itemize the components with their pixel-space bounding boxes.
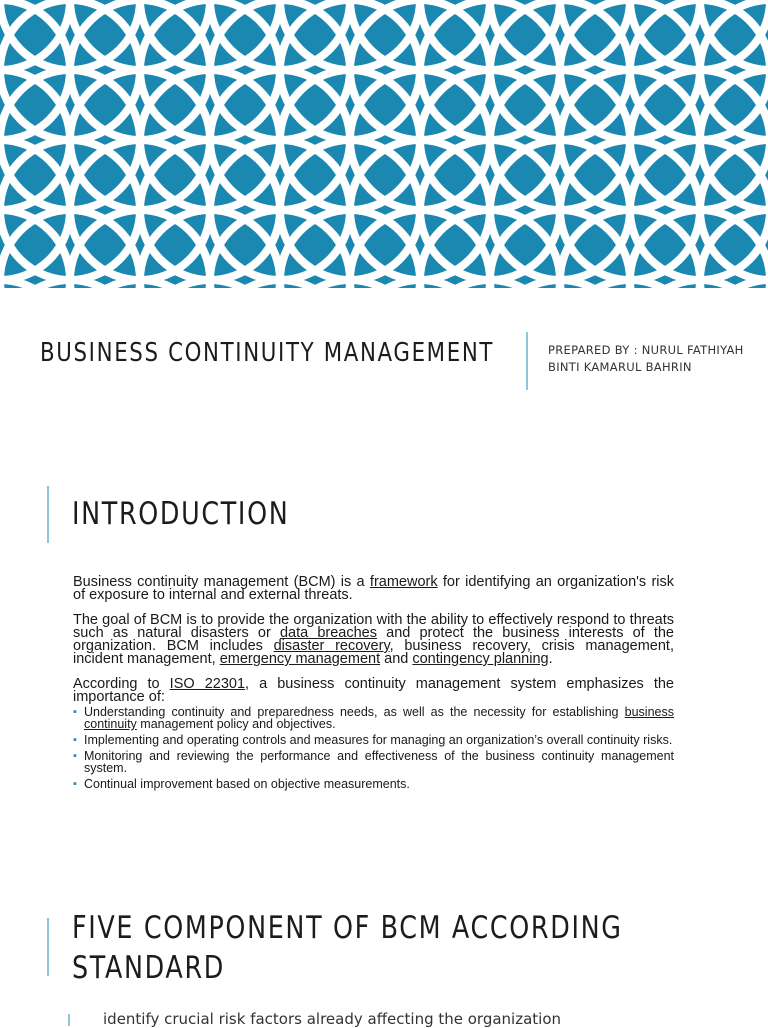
intro-paragraph-2: The goal of BCM is to provide the organization with the ability to effectively respond to threats such as natural disasters or data breaches and protect the business interests of the organization. BCM includes disaster recovery, business recovery, crisis management, incident management, emergency management and contingency planning. <box>73 612 674 667</box>
list-item: ▪ Understanding continuity and preparedness needs, as well as the necessity for establishing business continuity management policy and objectives. <box>73 705 674 731</box>
link-contingency-planning[interactable]: contingency planning <box>412 651 549 667</box>
list-item: ▪ Monitoring and reviewing the performance and effectiveness of the business continuity management system. <box>73 749 674 775</box>
prepared-by-line-1: PREPARED BY : NURUL FATHIYAH <box>548 343 744 357</box>
link-disaster-recovery[interactable]: disaster recovery <box>273 638 390 654</box>
five-heading-line-1: FIVE COMPONENT OF BCM ACCORDING <box>72 910 623 946</box>
bullet-icon: ▪ <box>73 734 77 746</box>
bullet-icon: ▪ <box>73 750 77 762</box>
intro-paragraph-1: Business continuity management (BCM) is a framework for identifying an organization's risk of exposure to internal and external threats. <box>73 574 674 603</box>
banner-pattern <box>0 0 768 288</box>
five-component-heading <box>72 908 623 988</box>
iso-importance-list <box>73 706 674 790</box>
link-business-continuity[interactable]: business continuity <box>84 705 674 731</box>
presentation-title: BUSINESS CONTINUITY MANAGEMENT <box>40 338 495 368</box>
five-body-rule <box>68 1014 70 1026</box>
link-emergency-management[interactable]: emergency management <box>219 651 381 667</box>
intro-paragraph-3: According to ISO 22301, a business continuity management system emphasizes the importance of: <box>73 676 674 705</box>
bullet-icon: ▪ <box>73 778 77 790</box>
list-item: ▪ Implementing and operating controls and measures for managing an organization’s overall continuity risks. <box>73 733 673 747</box>
title-divider <box>526 332 528 390</box>
prepared-by-line-2: BINTI KAMARUL BAHRIN <box>548 360 692 374</box>
link-iso-22301[interactable]: ISO 22301 <box>169 676 246 692</box>
five-first-item: identify crucial risk factors already affecting the organization <box>103 1010 562 1028</box>
link-data-breaches[interactable]: data breaches <box>279 625 377 641</box>
intro-accent-rule <box>47 486 49 543</box>
list-item: ▪ Continual improvement based on objective measurements. <box>73 777 410 791</box>
bullet-icon: ▪ <box>73 706 77 718</box>
link-framework[interactable]: framework <box>369 574 438 590</box>
prepared-by <box>548 342 763 376</box>
intro-heading: INTRODUCTION <box>72 496 290 532</box>
intro-body <box>73 576 674 794</box>
title-slide <box>0 288 768 438</box>
five-accent-rule <box>47 918 49 976</box>
five-heading-line-2: STANDARD <box>72 950 225 986</box>
